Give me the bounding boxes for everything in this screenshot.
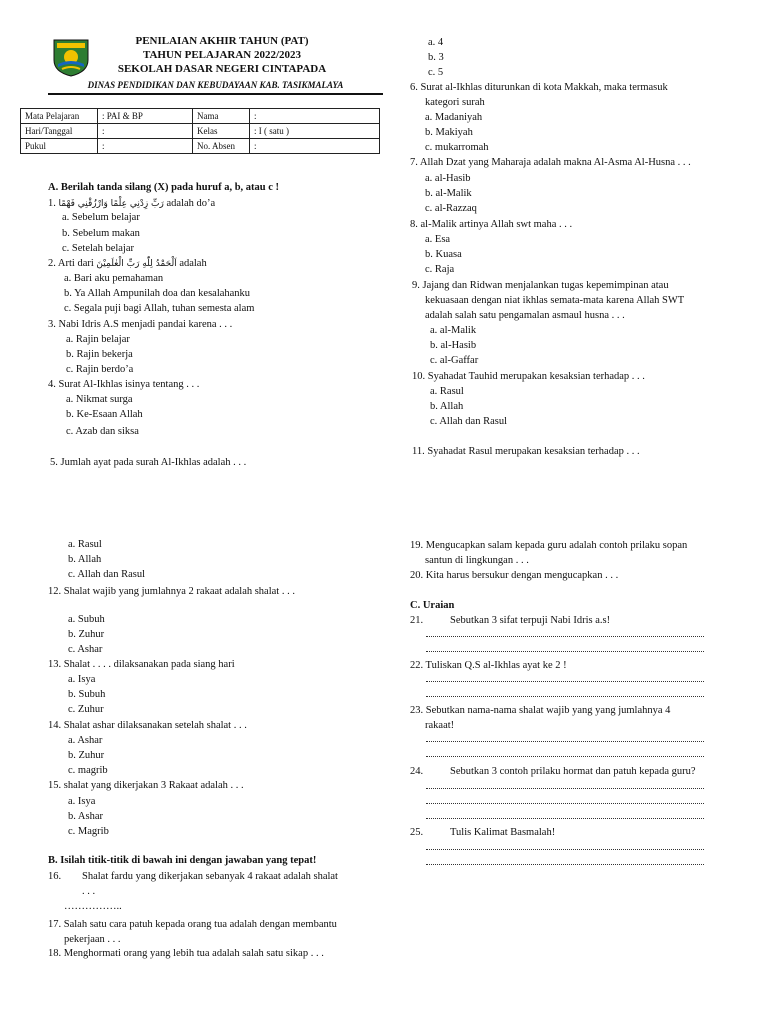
dinas-name: DINAS PENDIDIKAN DAN KEBUDAYAAN KAB. TASIKMALAYA [87,80,344,90]
answer-21-line1[interactable] [426,636,704,637]
option-2a[interactable]: a. Bari aku pemahaman [64,273,164,284]
question-19-line2: santun di lingkungan . . . [425,555,529,566]
question-17-line2: pekerjaan . . . [64,934,121,945]
option-14a[interactable]: a. Ashar [68,735,103,746]
question-23-line2: rakaat! [425,720,455,731]
answer-24-line1[interactable] [426,788,704,789]
option-5b[interactable]: b. 3 [428,52,444,63]
option-4b[interactable]: b. Ke-Esaan Allah [66,409,143,420]
arabic-text: اَلْحَمْدُ لِلّٰهِ رَبِّ الْعٰلَمِيْنَ [96,259,177,269]
option-10b[interactable]: b. Allah [430,401,464,412]
option-10c[interactable]: c. Allah dan Rasul [430,416,507,427]
option-13c[interactable]: c. Zuhur [68,704,104,715]
option-6b[interactable]: b. Makiyah [425,127,473,138]
question-18: 18. Menghormati orang yang lebih tua adalah salah satu sikap . . . [48,948,324,959]
question-17: 17. Salah satu cara patuh kepada orang tua adalah dengan membantu [48,919,337,930]
option-8b[interactable]: b. Kuasa [425,249,462,260]
option-1b[interactable]: b. Sebelum makan [62,228,140,239]
nama-label: Nama [193,109,250,124]
question-25: Tulis Kalimat Basmalah! [450,827,556,838]
option-10a[interactable]: a. Rasul [430,386,464,397]
answer-21-line2[interactable] [426,651,704,652]
option-4c[interactable]: c. Azab dan siksa [66,426,139,437]
option-1a[interactable]: a. Sebelum belajar [62,212,140,223]
kelas-value: : I ( satu ) [250,124,380,139]
question-number: 1. [48,198,56,209]
mapel-value: : PAI & BP [98,109,193,124]
option-5c[interactable]: c. 5 [428,67,444,78]
option-8c[interactable]: c. Raja [425,264,455,275]
exam-title: PENILAIAN AKHIR TAHUN (PAT) [135,35,309,47]
option-7a[interactable]: a. al-Hasib [425,173,471,184]
section-b-heading: B. Isilah titik-titik di bawah ini dengan jawaban yang tepat! [48,855,317,866]
absen-label: No. Absen [193,139,250,154]
hari-value[interactable]: : [98,124,193,139]
question-9-line2: kekuasaan dengan niat ikhlas semata-mata karena Allah SWT [425,295,685,306]
option-3c[interactable]: c. Rajin berdo’a [66,364,134,375]
question-6-cont: kategori surah [425,97,485,108]
option-14b[interactable]: b. Zuhur [68,750,105,761]
option-3a[interactable]: a. Rajin belajar [66,334,130,345]
option-4a[interactable]: a. Nikmat surga [66,394,133,405]
answer-22-line2[interactable] [426,696,704,697]
question-text: adalah do’a [166,198,216,209]
question-8: 8. al-Malik artinya Allah swt maha . . . [410,219,573,230]
option-15b[interactable]: b. Ashar [68,811,103,822]
question-10: 10. Syahadat Tauhid merupakan kesaksian terhadap . . . [412,371,645,382]
kelas-label: Kelas [193,124,250,139]
option-7b[interactable]: b. al-Malik [425,188,472,199]
option-15c[interactable]: c. Magrib [68,826,109,837]
option-8a[interactable]: a. Esa [425,234,451,245]
option-6a[interactable]: a. Madaniyah [425,112,483,123]
question-25-number: 25. [410,827,424,838]
option-12b[interactable]: b. Zuhur [68,629,105,640]
option-13a[interactable]: a. Isya [68,674,96,685]
answer-22-line1[interactable] [426,681,704,682]
option-1c[interactable]: c. Setelah belajar [62,243,135,254]
question-20: 20. Kita harus bersukur dengan mengucapkan . . . [410,570,619,581]
option-11a[interactable]: a. Rasul [68,539,102,550]
header-rule [48,93,383,95]
option-13b[interactable]: b. Subuh [68,689,106,700]
question-4: 4. Surat Al-Ikhlas isinya tentang . . . [48,379,200,390]
option-5a[interactable]: a. 4 [428,37,444,48]
hari-label: Hari/Tanggal [21,124,98,139]
question-21: Sebutkan 3 sifat terpuji Nabi Idris a.s! [450,615,611,626]
absen-value[interactable]: : [250,139,380,154]
question-16: Shalat fardu yang dikerjakan sebanyak 4 rakaat adalah shalat [82,871,338,882]
arabic-text: رَبِّ زِدْنِي عِلْمًا وَارْزُقْنِي فَهْمًا [58,199,164,209]
option-12c[interactable]: c. Ashar [68,644,103,655]
option-9a[interactable]: a. al-Malik [430,325,477,336]
option-6c[interactable]: c. mukarromah [425,142,489,153]
question-3: 3. Nabi Idris A.S menjadi pandai karena . . . [48,319,233,330]
option-2b[interactable]: b. Ya Allah Ampunilah doa dan kesalahanku [64,288,251,299]
nama-value[interactable]: : [250,109,380,124]
section-c-heading: C. Uraian [410,600,455,611]
answer-23-line2[interactable] [426,756,704,757]
option-14c[interactable]: c. magrib [68,765,108,776]
section-a-heading: A. Berilah tanda silang (X) pada huruf a, b, atau c ! [48,182,280,193]
question-16-number: 16. [48,871,62,882]
option-9b[interactable]: b. al-Hasib [430,340,477,351]
question-6: 6. Surat al-Ikhlas diturunkan di kota Makkah, maka termasuk [410,82,668,93]
option-12a[interactable]: a. Subuh [68,614,105,625]
student-info-table [20,108,380,154]
option-7c[interactable]: c. al-Razzaq [425,203,477,214]
question-19: 19. Mengucapkan salam kepada guru adalah contoh prilaku sopan [410,540,688,551]
page-2 [0,512,768,1024]
answer-24-line2[interactable] [426,803,704,804]
answer-25-line2[interactable] [426,864,704,865]
question-text: 2. Arti dari [48,258,94,269]
question-24-number: 24. [410,766,424,777]
question-24: Sebutkan 3 contoh prilaku hormat dan patuh kepada guru? [450,766,696,777]
pukul-value[interactable]: : [98,139,193,154]
option-15a[interactable]: a. Isya [68,796,96,807]
question-11: 11. Syahadat Rasul merupakan kesaksian terhadap . . . [412,446,640,457]
question-23: 23. Sebutkan nama-nama shalat wajib yang yang jumlahnya 4 [410,705,671,716]
option-11c[interactable]: c. Allah dan Rasul [68,569,145,580]
option-3b[interactable]: b. Rajin bekerja [66,349,133,360]
question-14: 14. Shalat ashar dilaksanakan setelah shalat . . . [48,720,247,731]
question-5: 5. Jumlah ayat pada surah Al-Ikhlas adalah . . . [50,457,247,468]
question-21-number: 21. [410,615,424,626]
mapel-label: Mata Pelajaran [21,109,98,124]
pukul-label: Pukul [21,139,98,154]
option-11b[interactable]: b. Allah [68,554,102,565]
question-13: 13. Shalat . . . . dilaksanakan pada siang hari [48,659,235,670]
option-9c[interactable]: c. al-Gaffar [430,355,479,366]
question-16-line2: . . . [82,886,96,897]
answer-24-line3[interactable] [426,818,704,819]
option-2c[interactable]: c. Segala puji bagi Allah, tuhan semesta alam [64,303,255,314]
question-12: 12. Shalat wajib yang jumlahnya 2 rakaat adalah shalat . . . [48,586,295,597]
school-name: SEKOLAH DASAR NEGERI CINTAPADA [117,63,327,75]
question-22: 22. Tuliskan Q.S al-Ikhlas ayat ke 2 ! [410,660,567,671]
answer-25-line1[interactable] [426,849,704,850]
question-2 [48,256,207,272]
question-15: 15. shalat yang dikerjakan 3 Rakaat adalah . . . [48,780,244,791]
answer-23-line1[interactable] [426,741,704,742]
school-year: TAHUN PELAJARAN 2022/2023 [142,49,302,61]
answer-16-dots[interactable]: …………….. [64,901,122,912]
question-9: 9. Jajang dan Ridwan menjalankan tugas kepemimpinan atau [412,280,669,291]
question-7: 7. Allah Dzat yang Maharaja adalah makna Al-Asma Al-Husna . . . [410,157,691,168]
question-9-line3: adalah salah satu pengamalan asmaul husna . . . [425,310,625,321]
question-text-end: adalah [179,258,207,269]
